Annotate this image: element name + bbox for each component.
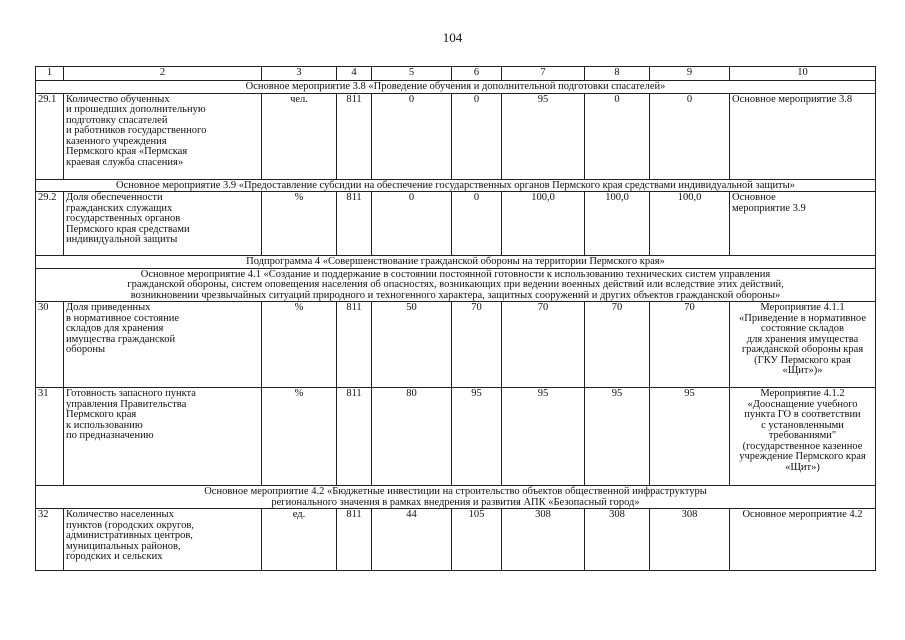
- unit-cell: чел.: [262, 93, 337, 179]
- column-number: 4: [337, 67, 372, 81]
- subprogram-title: Подпрограмма 4 «Совершенствование гражданской обороны на территории Пермского края»: [36, 256, 876, 269]
- unit-cell: %: [262, 302, 337, 388]
- value-cell: 0: [372, 192, 452, 256]
- column-number: 8: [585, 67, 650, 81]
- indicator-name: Количество населенных пунктов (городских округов, административных центров, муниципальных районов, городских и сельских: [64, 509, 262, 571]
- value-cell: 0: [452, 93, 502, 179]
- table-row: [36, 509, 876, 571]
- note-cell: Основное мероприятие 3.9: [730, 192, 876, 256]
- column-number: 2: [64, 67, 262, 81]
- value-cell: 95: [452, 388, 502, 486]
- note-cell: Основное мероприятие 4.2: [730, 509, 876, 571]
- value-cell: 0: [585, 93, 650, 179]
- section-title: Основное мероприятие 3.8 «Проведение обучения и дополнительной подготовки спасателей»: [36, 81, 876, 94]
- value-cell: 95: [650, 388, 730, 486]
- section-title: Основное мероприятие 3.9 «Предоставление субсидии на обеспечение государственных органов Пермского края средствами индивидуальной защиты»: [36, 179, 876, 192]
- section-row-3-8: [36, 81, 876, 94]
- value-cell: 100,0: [585, 192, 650, 256]
- row-number: 31: [36, 388, 64, 486]
- table-row: [36, 302, 876, 388]
- code-cell: 811: [337, 302, 372, 388]
- column-number: 6: [452, 67, 502, 81]
- column-number: 5: [372, 67, 452, 81]
- value-cell: 95: [585, 388, 650, 486]
- column-number-row: [36, 67, 876, 81]
- column-number: 3: [262, 67, 337, 81]
- value-cell: 80: [372, 388, 452, 486]
- value-cell: 308: [585, 509, 650, 571]
- note-cell: Основное мероприятие 3.8: [730, 93, 876, 179]
- column-number: 7: [502, 67, 585, 81]
- code-cell: 811: [337, 388, 372, 486]
- section-title: Основное мероприятие 4.1 «Создание и поддержание в состоянии постоянной готовности к использованию технических систем управления гражданской обороны, систем оповещения населения об опасностях, возникающих при ведении военных действий или вследствие этих действий, возникновении чрезвычайных ситуаций природного и техногенного характера, защитных сооружений и других объектов гражданской обороны»: [36, 268, 876, 302]
- row-number: 29.2: [36, 192, 64, 256]
- value-cell: 308: [502, 509, 585, 571]
- column-number: 10: [730, 67, 876, 81]
- unit-cell: %: [262, 192, 337, 256]
- value-cell: 100,0: [650, 192, 730, 256]
- value-cell: 0: [650, 93, 730, 179]
- section-row-4-1: [36, 268, 876, 302]
- code-cell: 811: [337, 93, 372, 179]
- value-cell: 0: [452, 192, 502, 256]
- row-number: 29.1: [36, 93, 64, 179]
- value-cell: 70: [502, 302, 585, 388]
- code-cell: 811: [337, 509, 372, 571]
- column-number: 9: [650, 67, 730, 81]
- row-number: 30: [36, 302, 64, 388]
- unit-cell: ед.: [262, 509, 337, 571]
- indicator-name: Количество обученных и прошедших дополнительную подготовку спасателей и работников государственного казенного учреждения Пермского края «Пермская краевая служба спасения»: [64, 93, 262, 179]
- table-row: [36, 192, 876, 256]
- value-cell: 70: [650, 302, 730, 388]
- value-cell: 70: [585, 302, 650, 388]
- table-row: [36, 388, 876, 486]
- table-row: [36, 93, 876, 179]
- section-row-3-9: [36, 179, 876, 192]
- value-cell: 95: [502, 388, 585, 486]
- indicator-name: Доля обеспеченности гражданских служащих государственных органов Пермского края средствами индивидуальной защиты: [64, 192, 262, 256]
- page-number: 104: [442, 30, 463, 45]
- value-cell: 50: [372, 302, 452, 388]
- note-cell: Мероприятие 4.1.1 «Приведение в нормативное состояние складов для хранения имущества гражданской обороны края (ГКУ Пермского края «Щит»)»: [730, 302, 876, 388]
- indicator-name: Готовность запасного пункта управления Правительства Пермского края к использованию по предназначению: [64, 388, 262, 486]
- code-cell: 811: [337, 192, 372, 256]
- value-cell: 70: [452, 302, 502, 388]
- value-cell: 105: [452, 509, 502, 571]
- value-cell: 0: [372, 93, 452, 179]
- row-number: 32: [36, 509, 64, 571]
- note-cell: Мероприятие 4.1.2 «Дооснащение учебного пункта ГО в соответствии с установленными требованиями" (государственное казенное учреждение Пермского края «Щит»): [730, 388, 876, 486]
- indicators-table: [35, 66, 876, 571]
- value-cell: 44: [372, 509, 452, 571]
- indicator-name: Доля приведенных в нормативное состояние складов для хранения имущества гражданской обороны: [64, 302, 262, 388]
- value-cell: 100,0: [502, 192, 585, 256]
- column-number: 1: [36, 67, 64, 81]
- section-title: Основное мероприятие 4.2 «Бюджетные инвестиции на строительство объектов общественной инфраструктуры регионального значения в рамках внедрения и развития АПК «Безопасный город»: [36, 486, 876, 509]
- subprogram-row-4: [36, 256, 876, 269]
- section-row-4-2: [36, 486, 876, 509]
- unit-cell: %: [262, 388, 337, 486]
- value-cell: 308: [650, 509, 730, 571]
- value-cell: 95: [502, 93, 585, 179]
